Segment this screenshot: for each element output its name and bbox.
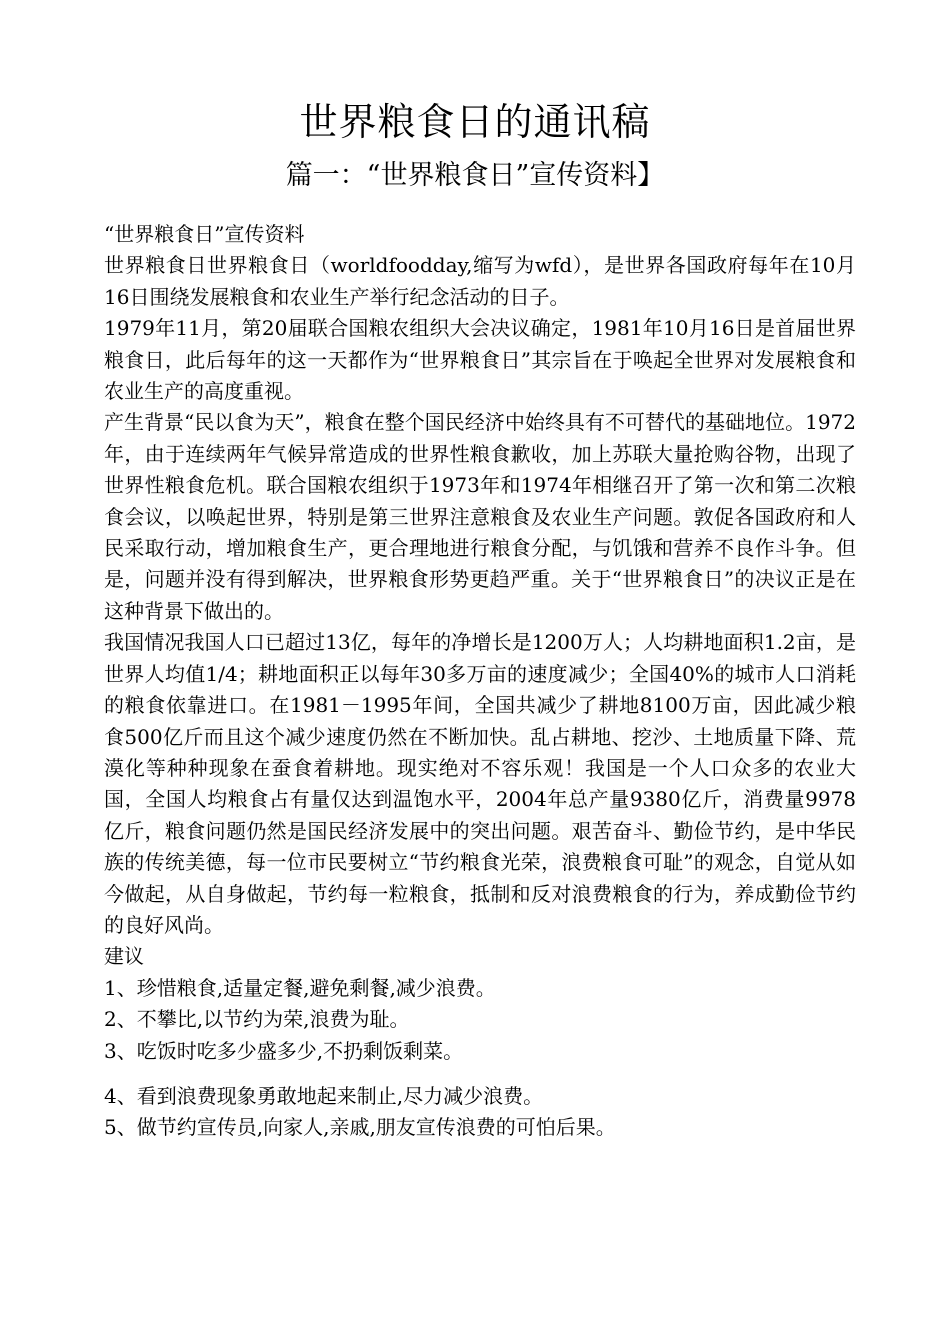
suggestion-item-2: 2、不攀比,以节约为荣,浪费为耻。 — [104, 1007, 410, 1032]
paragraph-history: 1979年11月，第20届联合国粮农组织大会决议确定，1981年10月16日是首届世界粮食日，此后每年的这一天都作为“世界粮食日”其宗旨在于唤起全世界对发展粮食和农业生产的高度重视。 — [104, 316, 856, 404]
paragraph-background: 产生背景“民以食为天”，粮食在整个国民经济中始终具有不可替代的基础地位。1972年，由于连续两年气候异常造成的世界性粮食歉收，加上苏联大量抢购谷物，出现了世界性粮食危机。联合国粮农组织于1973年和1974年相继召开了第一次和第二次粮食会议，以唤起世界，特别是第三世界注意粮食及农业生产问题。敦促各国政府和人民采取行动，增加粮食生产，更合理地进行粮食分配，与饥饿和营养不良作斗争。但是，问题并没有得到解决，世界粮食形势更趋严重。关于“世界粮食日”的决议正是在这种背景下做出的。 — [104, 410, 856, 623]
suggestion-item-5: 5、做节约宣传员,向家人,亲戚,朋友宣传浪费的可怕后果。 — [104, 1115, 616, 1140]
suggestion-item-3: 3、吃饭时吃多少盛多少,不扔剩饭剩菜。 — [104, 1038, 464, 1063]
document-subtitle: 篇一：“世界粮食日”宣传资料】 — [285, 160, 665, 191]
paragraph-china-situation: 我国情况我国人口已超过13亿，每年的净增长是1200万人；人均耕地面积1.2亩，是世界人均值1/4；耕地面积正以每年30多万亩的速度减少；全国40%的城市人口消耗的粮食依靠进口。在1981－1995年间，全国共减少了耕地8100万亩，因此减少粮食500亿斤而且这个减少速度仍然在不断加快。乱占耕地、挖沙、土地质量下降、荒漠化等种种现象在蚕食着耕地。现实绝对不容乐观！我国是一个人口众多的农业大国，全国人均粮食占有量仅达到温饱水平，2004年总产量9380亿斤，消费量9978亿斤，粮食问题仍然是国民经济发展中的突出问题。艰苦奋斗、勤俭节约，是中华民族的传统美德，每一位市民要树立“节约粮食光荣，浪费粮食可耻”的观念，自觉从如今做起，从自身做起，节约每一粒粮食，抵制和反对浪费粮食的行为，养成勤俭节约的良好风尚。 — [104, 630, 856, 937]
paragraph-suggestions-heading: 建议 — [104, 944, 144, 969]
paragraph-heading: “世界粮食日”宣传资料 — [104, 222, 305, 246]
document-body — [104, 219, 856, 1144]
paragraph-intro: 世界粮食日世界粮食日（worldfoodday,缩写为wfd），是世界各国政府每年在10月16日围绕发展粮食和农业生产举行纪念活动的日子。 — [104, 253, 856, 309]
document-title: 世界粮食日的通讯稿 — [299, 100, 651, 144]
suggestion-item-4: 4、看到浪费现象勇敢地起来制止,尽力减少浪费。 — [104, 1083, 544, 1108]
suggestion-item-1: 1、珍惜粮食,适量定餐,避免剩餐,减少浪费。 — [104, 975, 496, 1000]
